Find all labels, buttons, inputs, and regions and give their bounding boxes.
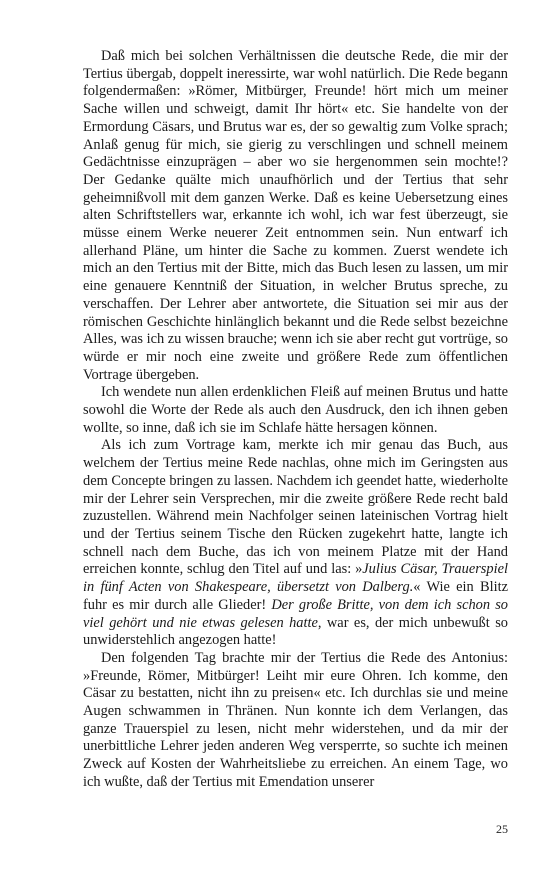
paragraph-3-text-middle: « Wie ein Blitz fuhr es mir durch alle Glieder! xyxy=(83,579,508,613)
paragraph-4: Den folgenden Tag brachte mir der Tertius die Rede des Antonius: »Freunde, Römer, Mitbürger! Leiht mir eure Ohren. Ich komme, den Cäsar zu bestatten, nicht ihn zu preisen« etc. Ich durchlas sie und meine Augen schwammen in Thränen. Nun konnte ich dem Verlangen, das ganze Trauerspiel zu lesen, nicht mehr widerstehen, und da mir der unerbittliche Lehrer jeden anderen Weg versperrte, so suchte ich meinen Zweck auf Kosten der Wahrheitsliebe zu erreichen. An einem Tage, wo ich wußte, daß der Tertius mit Emendation unserer xyxy=(83,649,508,790)
book-page-text xyxy=(83,48,508,792)
italic-book-title: Julius Cäsar, Trauerspiel in fünf Acten von Shakespeare, übersetzt von Dalberg. xyxy=(83,561,508,596)
italic-sentence: Der große Britte, von dem ich schon so viel gehört und nie etwas gelesen hatte xyxy=(83,596,508,631)
paragraph-2: Ich wendete nun allen erdenklichen Fleiß auf meinen Brutus und hatte sowohl die Worte der Rede als auch den Ausdruck, den ich ihnen geben wollte, so inne, daß ich sie im Schlafe hätte hersagen können. xyxy=(83,384,508,436)
paragraph-3-text-after: , war es, der mich unbewußt so unwiderstehlich angezogen hatte! xyxy=(83,614,508,649)
paragraph-3 xyxy=(83,437,508,649)
paragraph-1: Daß mich bei solchen Verhältnissen die deutsche Rede, die mir der Tertius übergab, doppelt ineressirte, war wohl natürlich. Die Rede begann folgendermaßen: »Römer, Mitbürger, Freunde! hört mich um meiner Sache willen und schweigt, damit Ihr hört« etc. Sie handelte von der Ermordung Cäsars, und Brutus war es, der so gewaltig zum Volke sprach; Anlaß genug für mich, sie gierig zu verschlingen und schnell meinem Gedächtnisse einzuprägen – aber wo sie hergenommen sein mochte!? Der Gedanke quälte mich unaufhörlich und der Tertius that sehr geheimnißvoll mit dem ganzen Werke. Daß es keine Uebersetzung eines alten Schriftstellers war, erkannte ich wohl, ich war fest überzeugt, sie müsse einem Werke neuerer Zeit entnommen sein. Nun entwarf ich allerhand Pläne, um hinter die Sache zu kommen. Zuerst wendete ich mich an den Tertius mit der Bitte, mich das Buch lesen zu lassen, um mir eine genauere Kenntniß der Situation, in welcher Brutus spreche, zu verschaffen. Der Lehrer aber antwortete, die Situation sei mir aus der römischen Geschichte hinlänglich bekannt und die Rede selbst bezeichne Alles, was ich zu wissen brauche; wenn ich sie aber recht gut vortrüge, so würde er mir noch eine zweite und größere Rede zum öffentlichen Vortrage übergeben. xyxy=(83,48,508,383)
page-number: 25 xyxy=(496,822,508,836)
paragraph-3-text-before: Als ich zum Vortrage kam, merkte ich mir genau das Buch, aus welchem der Tertius meine Rede nachlas, ohne mich im Geringsten aus dem Concepte bringen zu lassen. Nachdem ich geendet hatte, wiederholte mir der Lehrer sein Versprechen, mir die zweite größere Rede recht bald zuzustellen. Während mein Nachfolger seinen lateinischen Vortrag hielt und der Tertius seinem Tische den Rücken zugekehrt hatte, langte ich schnell nach dem Buche, das ich von meinem Platze mit der Hand erreichen konnte, schlug den Titel auf und las: » xyxy=(83,437,508,578)
